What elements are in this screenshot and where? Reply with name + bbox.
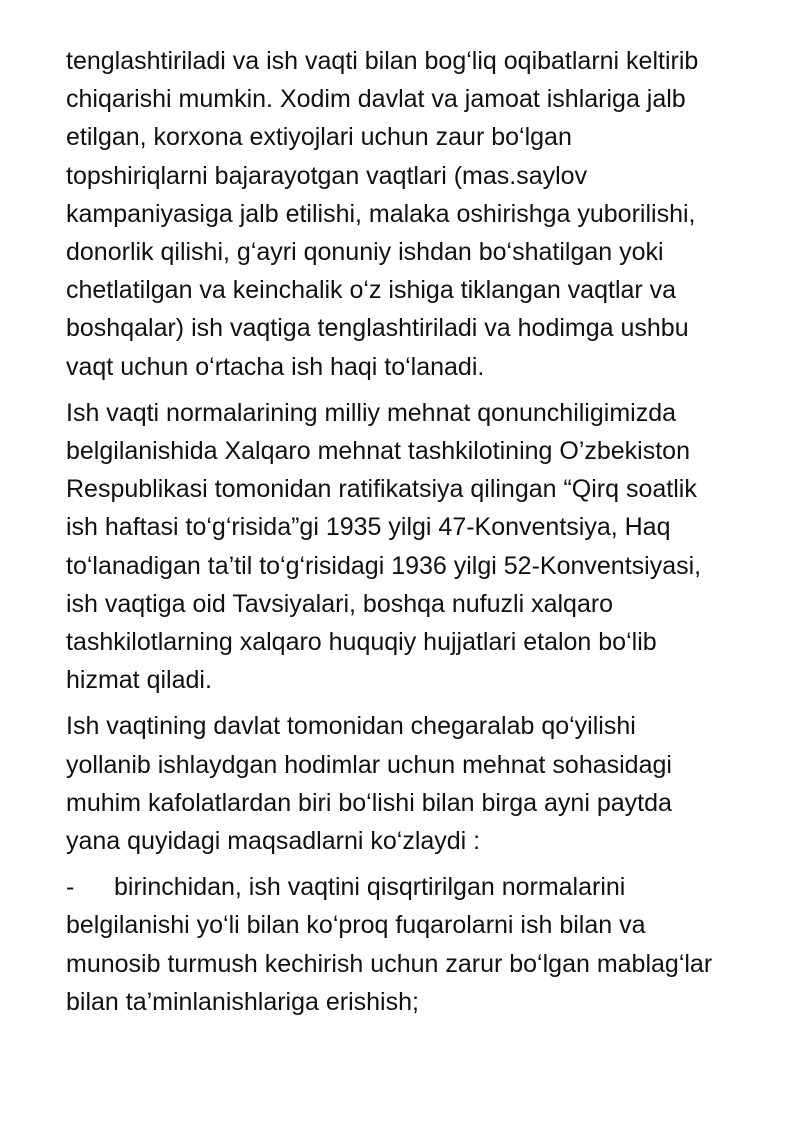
text-line: tenglashtiriladi va ish vaqti bilan bog‘liq oqibatlarni keltirib <box>66 47 699 75</box>
text-line: Ish vaqti normalarining milliy mehnat qonunchiligimizda <box>66 398 677 427</box>
text-line: bilan ta’minlanishlariga erishish; <box>66 987 419 1016</box>
text-line: chetlatilgan va keinchalik o‘z ishiga tiklangan vaqtlar va <box>66 276 677 305</box>
text-line: Respublikasi tomonidan ratifikatsiya qilingan “Qirq soatlik <box>66 475 697 504</box>
text-line: yana quyidagi maqsadlarni ko‘zlaydi : <box>66 827 481 856</box>
text-line: birinchidan, ish vaqtini qisqrtirilgan normalarini <box>114 873 626 902</box>
document-page <box>66 42 778 1029</box>
text-line: tashkilotlarning xalqaro huquqiy hujjatlari etalon bo‘lib <box>66 628 657 657</box>
list-bullet: - <box>66 873 75 902</box>
paragraph-2 <box>66 394 778 700</box>
text-line: kampaniyasiga jalb etilishi, malaka oshirishga yuborilishi, <box>66 199 696 228</box>
text-line: boshqalar) ish vaqtiga tenglashtiriladi va hodimga ushbu <box>66 314 689 343</box>
text-line: ish haftasi to‘g‘risida”gi 1935 yilgi 47-Konventsiya, Haq <box>66 513 671 542</box>
text-line: muhim kafolatlardan biri bo‘lishi bilan birga ayni paytda <box>66 788 672 817</box>
text-line: hizmat qiladi. <box>66 666 212 695</box>
text-line: vaqt uchun o‘rtacha ish haqi to‘lanadi. <box>66 352 485 381</box>
paragraph-1 <box>66 42 778 386</box>
text-line: yollanib ishlaydgan hodimlar uchun mehnat sohasidagi <box>66 750 672 779</box>
text-line: topshiriqlarni bajarayotgan vaqtlari (mas.saylov <box>66 161 588 190</box>
text-line: etilgan, korxona extiyojlari uchun zaur bo‘lgan <box>66 123 572 152</box>
text-line: belgilanishida Xalqaro mehnat tashkilotining O’zbekiston <box>66 437 690 466</box>
list-item <box>66 868 778 1021</box>
list-item-first-line <box>66 868 778 906</box>
text-line: munosib turmush kechirish uchun zarur bo‘lgan mablag‘lar <box>66 949 713 978</box>
text-line: belgilanishi yo‘li bilan ko‘proq fuqarolarni ish bilan va <box>66 911 646 940</box>
text-line: to‘lanadigan ta’til to‘g‘risidagi 1936 yilgi 52-Konventsiyasi, <box>66 551 702 580</box>
text-line: Ish vaqtining davlat tomonidan chegaralab qo‘yilishi <box>66 712 636 741</box>
paragraph-3 <box>66 707 778 860</box>
text-line: ish vaqtiga oid Tavsiyalari, boshqa nufuzli xalqaro <box>66 589 614 618</box>
text-line: donorlik qilishi, g‘ayri qonuniy ishdan bo‘shatilgan yoki <box>66 238 664 267</box>
text-line: chiqarishi mumkin. Xodim davlat va jamoat ishlariga jalb <box>66 85 686 114</box>
